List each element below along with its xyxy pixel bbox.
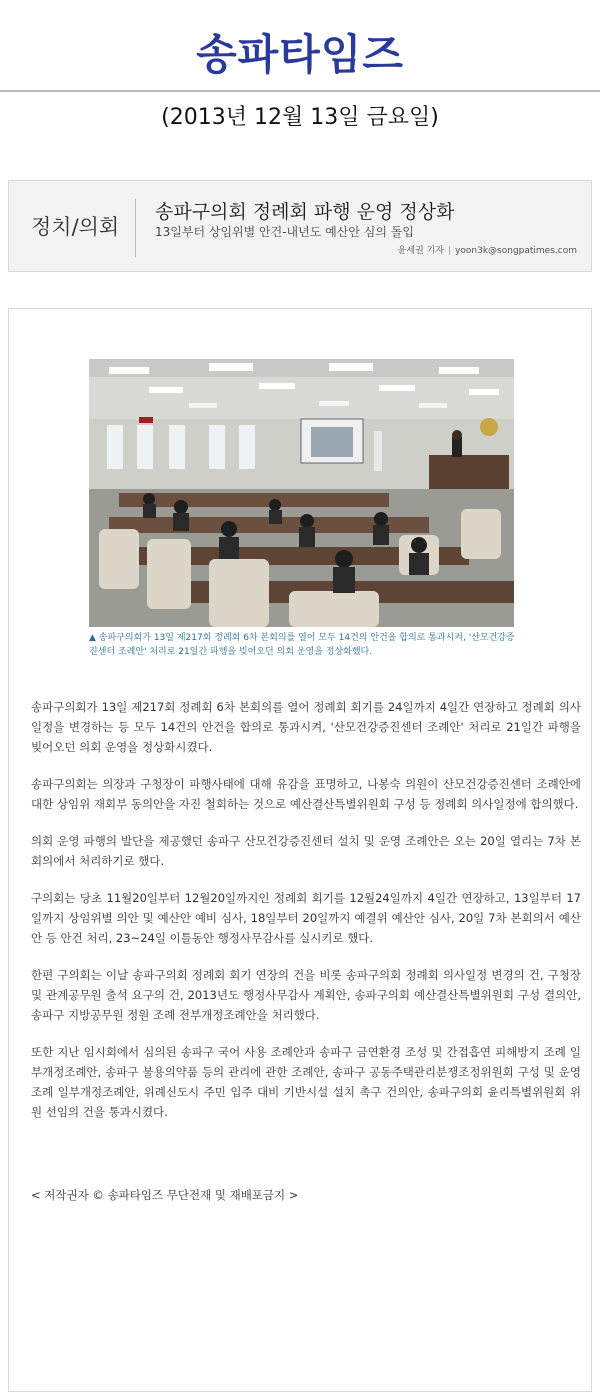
paragraph: 송파구의회는 의장과 구청장이 파행사태에 대해 유감을 표명하고, 나봉숙 의원이 산모건강증진센터 조례안에 대한 상임위 재회부 동의안을 자진 철회하는 것으로 예산결산특별위원회 구성 등 정례회 의사일정에 합의했다. <box>31 777 581 811</box>
paragraph: 의회 운영 파행의 발단을 제공했던 송파구 산모건강증진센터 설치 및 운영 조례안은 오는 20일 열리는 7차 본회의에서 처리하기로 했다. <box>31 834 581 868</box>
article-header <box>8 180 592 272</box>
paragraph: 송파구의회가 13일 제217회 정례회 6차 본회의를 열어 정례회 회기를 24일까지 4일간 연장하고 정례회 의사일정을 변경하는 등 모두 14건의 안건을 합의로 통과시켜, '산모건강증진센터 조례안' 처리로 21일간 파행을 빚어오던 의회 운영을 정상화시켰다. <box>31 700 581 754</box>
article-body <box>31 697 581 1139</box>
section-label[interactable]: 정치/의회 <box>31 215 120 239</box>
site-logo[interactable]: 송파타임즈 <box>196 30 404 79</box>
publish-date: (2013년 12월 13일 금요일) <box>161 105 439 130</box>
copyright-notice: < 저작권자 © 송파타임즈 무단전재 및 재배포금지 > <box>31 1188 299 1202</box>
byline: 윤세권 기자 | yoon3k@songpatimes.com <box>397 246 577 256</box>
photo-illustration <box>89 359 514 627</box>
vertical-divider <box>135 199 136 257</box>
article-headline: 송파구의회 정례회 파행 운영 정상화 <box>155 201 455 223</box>
reporter-email[interactable]: yoon3k@songpatimes.com <box>455 246 577 256</box>
reporter-name: 윤세권 기자 <box>397 246 445 256</box>
paragraph: 또한 지난 임시회에서 심의된 송파구 국어 사용 조례안과 송파구 금연환경 조성 및 간접흡연 피해방지 조례 일부개정조례안, 송파구 불용의약품 등의 관리에 관한 조례안, 송파구 공동주택관리분쟁조정위원회 구성 및 운영 조례 일부개정조례안, 위례신도시 주민 입주 대비 기반시설 설치 촉구 건의안, 송파구의회 윤리특별위원회 위원 선임의 건을 통과시켰다. <box>31 1045 581 1119</box>
paragraph: 한편 구의회는 이날 송파구의회 정례회 회기 연장의 건을 비롯 송파구의회 정례회 의사일정 변경의 건, 구청장 및 관계공무원 출석 요구의 건, 2013년도 행정사무감사 계획안, 송파구의회 예산결산특별위원회 구성 결의안, 송파구 지방공무원 정원 조례 전부개정조례안을 처리했다. <box>31 968 581 1022</box>
article-body-box <box>8 308 592 1392</box>
masthead <box>0 0 600 90</box>
caption-marker: ▲ <box>89 633 96 643</box>
caption-text: 송파구의회가 13일 제217회 정례회 6차 본회의를 열어 모두 14건의 안건을 합의로 통과시켜, '산모건강증진센터 조례안' 처리로 21일간 파행을 빚어오던 의회 운영을 정상화했다. <box>89 633 515 657</box>
photo-caption <box>89 631 519 659</box>
article-subhead: 13일부터 상임위별 안건-내년도 예산안 심의 돌입 <box>155 225 414 239</box>
paragraph: 구의회는 당초 11월20일부터 12월20일까지인 정례회 회기를 12월24일까지 4일간 연장하고, 13일부터 17일까지 상임위별 의안 및 예산안 예비 심사, 18일부터 20일까지 예결위 예산안 심사, 20일 7차 본회의서 예산안 등 안건 처리, 23~24일 이틀동안 행정사무감사를 실시키로 했다. <box>31 891 581 945</box>
header-divider <box>0 90 600 92</box>
council-chamber-photo <box>89 359 514 627</box>
